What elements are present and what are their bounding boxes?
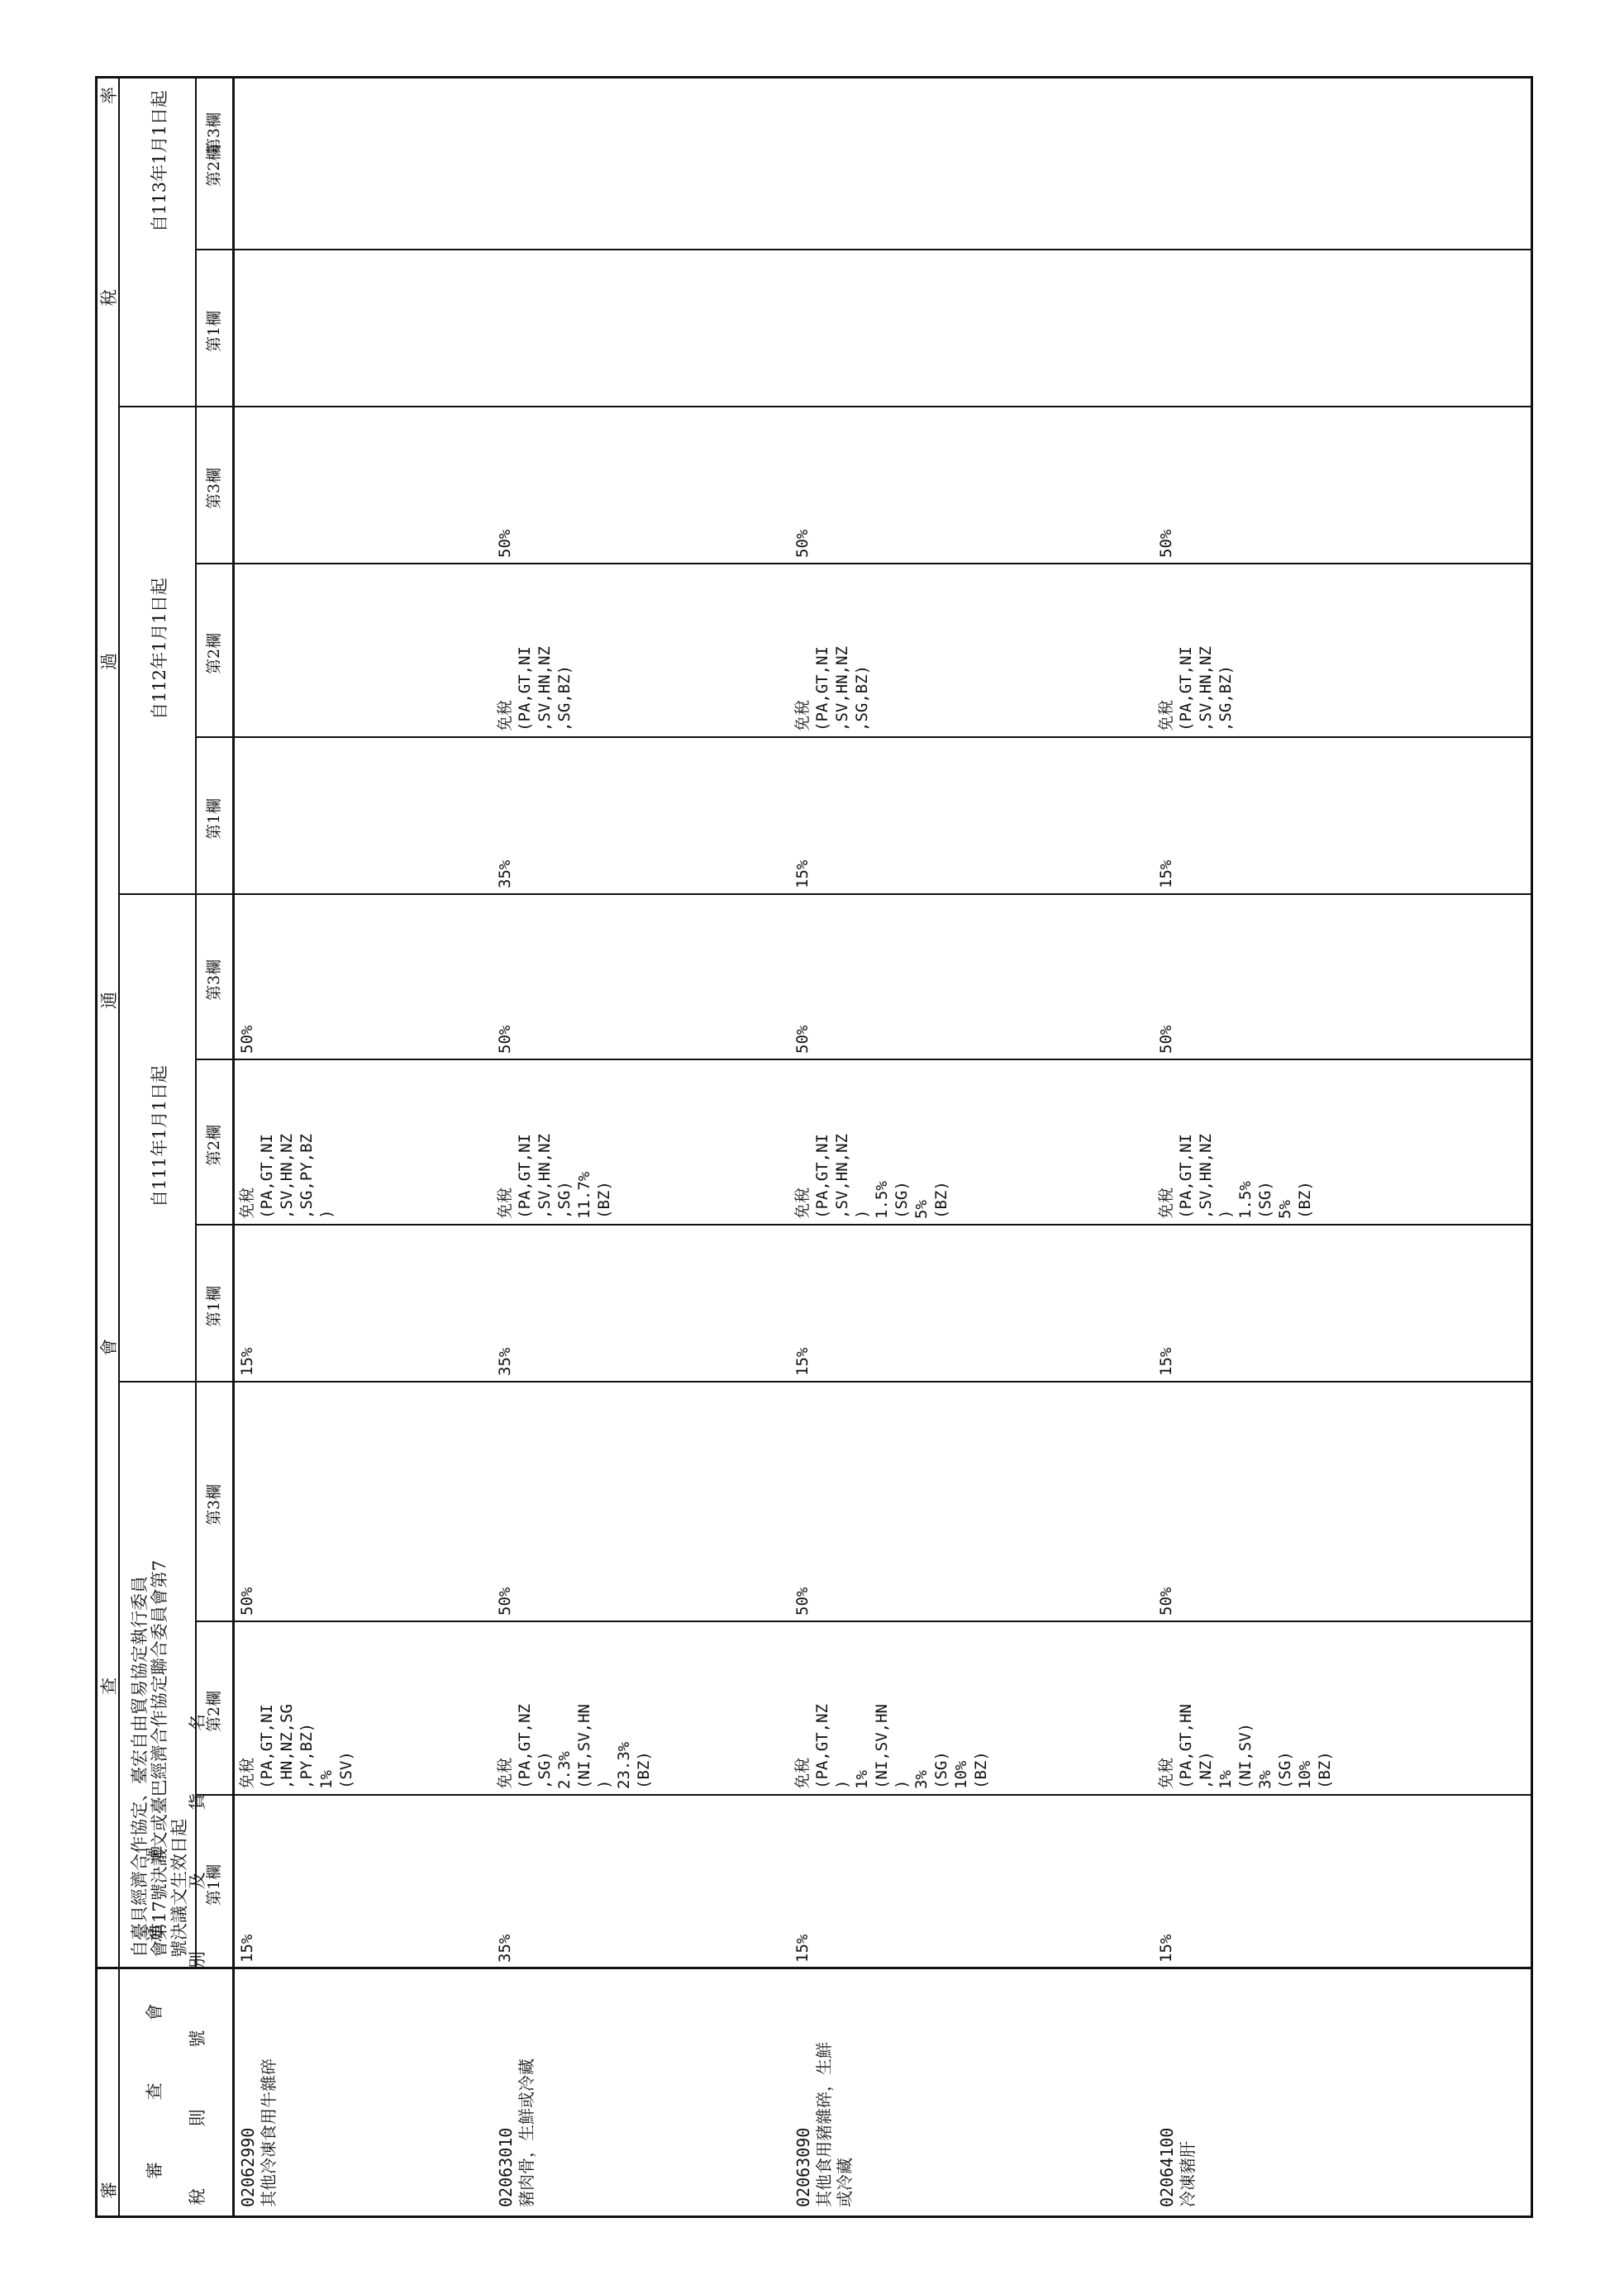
goods-description: 或冷藏 — [835, 2158, 855, 2207]
rate-cell-line: (SG) — [1276, 1751, 1294, 1789]
rate-cell-line: ,SG,BZ) — [1217, 664, 1235, 731]
rate-cell-line: (BZ) — [972, 1751, 990, 1789]
rate-cell-line: ,SV,HN,NZ — [1197, 1134, 1215, 1219]
column-label: 第2欄 — [205, 632, 223, 674]
rate-cell-line: 35% — [496, 1934, 514, 1963]
rate-cell-line: ,SV,HN,NZ — [833, 1134, 851, 1219]
rate-cell-line: (PA,GT,NI — [516, 1134, 534, 1219]
rate-cell-line: ) — [317, 1209, 336, 1219]
rule-column-headers — [232, 79, 235, 2215]
rate-cell-line: 免稅 — [793, 1757, 812, 1789]
rate-cell-line: (SG) — [893, 1181, 911, 1219]
first-column-header-line-2: 稅 則 號 別 及 貨 名 — [188, 1685, 207, 2206]
rate-cell-line: 3% — [1256, 1770, 1274, 1789]
group-1-header-line-2: 會第17號決議文或臺巴經濟合作協定聯合委員會第7 — [150, 1559, 169, 1958]
rate-cell-line: ,NZ) — [1197, 1751, 1215, 1789]
rate-cell-line: 免稅 — [238, 1187, 256, 1219]
rate-cell-line: 免稅 — [496, 699, 514, 731]
rate-cell-line: 23.3% — [615, 1741, 633, 1789]
banner-char: 稅 — [99, 289, 119, 307]
rate-cell-line: 免稅 — [793, 1187, 812, 1219]
first-column-header-line-1: 審 查 會 通 過 — [145, 1817, 164, 2179]
rate-cell-line: 35% — [496, 1347, 514, 1376]
rate-cell-line: ,SV,HN,NZ — [833, 646, 851, 731]
rate-cell-line: (BZ) — [1316, 1751, 1334, 1789]
rate-cell-line: ,SG) — [555, 1181, 574, 1219]
tariff-code: 02063090 — [793, 2127, 813, 2207]
rate-cell-line: (BZ) — [1296, 1181, 1314, 1219]
rate-cell-line: 11.7% — [575, 1171, 593, 1219]
rate-cell-line: 35% — [496, 859, 514, 888]
rate-cell-line: 免稅 — [496, 1757, 514, 1789]
rule-g3-c1 — [195, 736, 1531, 738]
rate-cell-line: 15% — [793, 1934, 812, 1963]
rate-cell-line: 1% — [317, 1770, 336, 1789]
rate-cell-line: 免稅 — [1157, 1757, 1175, 1789]
rate-cell-line: 50% — [496, 1587, 514, 1616]
rate-cell-line: (NI,SV,HN — [575, 1704, 593, 1789]
rate-cell-line: (SG) — [1256, 1181, 1274, 1219]
column-label: 第3欄 — [205, 467, 223, 509]
rule-g1-c2 — [195, 1621, 1531, 1622]
rule-group-2-end — [120, 893, 1531, 895]
rate-cell-line: ,SV,HN,NZ — [1197, 646, 1215, 731]
rate-cell-line: (PA,GT,NI — [258, 1134, 276, 1219]
rate-cell-line: 2.3% — [555, 1751, 574, 1789]
rate-cell-line: 50% — [793, 529, 812, 558]
rate-cell-line: 15% — [1157, 859, 1175, 888]
rate-cell-line: 1.5% — [873, 1181, 891, 1219]
rate-cell-line: ,SV,HN,NZ — [536, 646, 554, 731]
column-label: 第1欄 — [205, 1863, 223, 1906]
rate-cell-line: 1.5% — [1236, 1181, 1255, 1219]
rate-cell-line: ) — [833, 1779, 851, 1789]
column-label: 第1欄 — [205, 1285, 223, 1327]
group-1-header-line-1: 自臺貝經濟合作協定、臺宏自由貿易協定執行委員 — [130, 1576, 150, 1958]
rate-cell-line: 免稅 — [793, 699, 812, 731]
group-2-header: 自111年1月1日起 — [150, 1065, 169, 1207]
rate-cell-line: ,PY,BZ) — [298, 1722, 316, 1789]
rate-cell-line: (PA,GT,NZ — [813, 1704, 831, 1789]
rule-group-3-end — [120, 406, 1531, 407]
rate-cell-line: (BZ) — [932, 1181, 950, 1219]
rate-cell-line: 免稅 — [1157, 1187, 1175, 1219]
goods-description: 其他冷凍食用牛雜碎 — [259, 2058, 279, 2207]
rate-cell-line: (PA,GT,NI — [1177, 1134, 1195, 1219]
column-label: 第2欄 — [205, 1124, 223, 1166]
column-label: 第3欄 — [205, 112, 223, 154]
rate-cell-line: 免稅 — [1157, 699, 1175, 731]
rate-cell-line: 50% — [1157, 529, 1175, 558]
rate-cell-line: 免稅 — [496, 1187, 514, 1219]
rate-cell-line: 10% — [952, 1760, 970, 1789]
rate-cell-line: (PA,GT,NI — [258, 1704, 276, 1789]
tariff-code: 02062990 — [238, 2127, 258, 2207]
rate-cell-line: (PA,GT,NI — [516, 646, 534, 731]
rule-g4-c1 — [195, 249, 1531, 250]
rate-cell-line: ,SV,HN,NZ — [536, 1134, 554, 1219]
rule-first-column — [98, 1967, 1531, 1969]
banner-char: 會 — [99, 1339, 119, 1356]
rate-cell-line: (SV) — [337, 1751, 355, 1789]
rate-cell-line: 1% — [1217, 1770, 1235, 1789]
rate-cell-line: (BZ) — [635, 1751, 653, 1789]
column-label: 第2欄 — [205, 145, 223, 187]
rate-cell-line: (PA,GT,NI — [813, 1134, 831, 1219]
rate-cell-line: (NI,SV) — [1236, 1722, 1255, 1789]
rate-cell-line: 15% — [793, 1347, 812, 1376]
rate-cell-line: ,SG) — [536, 1751, 554, 1789]
goods-description: 冷凍豬肝 — [1178, 2141, 1198, 2207]
column-label: 第3欄 — [205, 1483, 223, 1525]
rate-cell-line: (SG) — [932, 1751, 950, 1789]
rate-cell-line: 3% — [912, 1770, 931, 1789]
rate-cell-line: 10% — [1296, 1760, 1314, 1789]
tariff-table — [95, 76, 1533, 2218]
rule-g3-c2 — [195, 563, 1531, 564]
rate-cell-line: ) — [853, 1209, 871, 1219]
rule-group-1-end — [120, 1381, 1531, 1383]
banner-char: 通 — [99, 992, 119, 1009]
rate-cell-line: 50% — [793, 1587, 812, 1616]
banner-char: 過 — [99, 653, 119, 670]
banner-char: 率 — [99, 87, 119, 104]
goods-description: 其他食用豬雜碎，生鮮 — [814, 2042, 834, 2207]
rate-cell-line: 5% — [912, 1200, 931, 1219]
rate-cell-line: ,HN,NZ,SG — [278, 1704, 296, 1789]
group-3-header: 自112年1月1日起 — [150, 578, 169, 720]
rate-cell-line: ) — [595, 1779, 613, 1789]
rate-cell-line: 15% — [238, 1347, 256, 1376]
column-label: 第2欄 — [205, 1690, 223, 1732]
rate-cell-line: ,SG,BZ) — [555, 664, 574, 731]
rate-cell-line: 15% — [238, 1934, 256, 1963]
rate-cell-line: 1% — [853, 1770, 871, 1789]
rate-cell-line: 50% — [238, 1587, 256, 1616]
rate-cell-line: 5% — [1276, 1200, 1294, 1219]
rate-cell-line: 50% — [238, 1025, 256, 1054]
group-4-header: 自113年1月1日起 — [150, 90, 169, 232]
rate-cell-line: (NI,SV,HN — [873, 1704, 891, 1789]
rate-cell-line: ,SG,BZ) — [853, 664, 871, 731]
rate-cell-line: 50% — [1157, 1025, 1175, 1054]
rate-cell-line: ,SG,PY,BZ — [298, 1134, 316, 1219]
column-label: 第1欄 — [205, 797, 223, 840]
rate-cell-line: ) — [1217, 1209, 1235, 1219]
rate-cell-line: 免稅 — [238, 1757, 256, 1789]
rate-cell-line: (BZ) — [595, 1181, 613, 1219]
rule-g2-c2 — [195, 1059, 1531, 1060]
rate-cell-line: (PA,GT,NI — [813, 646, 831, 731]
banner-char: 審 — [99, 2182, 119, 2199]
rule-g2-c1 — [195, 1224, 1531, 1226]
rate-cell-line: ,SV,HN,NZ — [278, 1134, 296, 1219]
rate-cell-line: (PA,GT,HN — [1177, 1704, 1195, 1789]
column-label: 第3欄 — [205, 959, 223, 1001]
rate-cell-line: 15% — [1157, 1934, 1175, 1963]
rate-cell-line: (PA,GT,NI — [1177, 646, 1195, 731]
rate-cell-line: 50% — [1157, 1587, 1175, 1616]
rate-cell-line: 50% — [793, 1025, 812, 1054]
tariff-code: 02064100 — [1157, 2127, 1177, 2207]
group-1-header-line-3: 號決議文生效日起 — [169, 1819, 189, 1958]
tariff-code: 02063010 — [496, 2127, 516, 2207]
column-label: 第1欄 — [205, 310, 223, 352]
rate-cell-line: 15% — [1157, 1347, 1175, 1376]
rate-cell-line: 15% — [793, 859, 812, 888]
goods-description: 豬肉骨，生鮮或冷藏 — [517, 2058, 536, 2207]
rate-cell-line: 50% — [496, 529, 514, 558]
banner-char: 查 — [99, 1678, 119, 1695]
rate-cell-line: (PA,GT,NZ — [516, 1704, 534, 1789]
rate-cell-line: ) — [893, 1779, 911, 1789]
rule-g1-c1 — [195, 1794, 1531, 1796]
rule-top-banner — [118, 79, 120, 2215]
rate-cell-line: 50% — [496, 1025, 514, 1054]
